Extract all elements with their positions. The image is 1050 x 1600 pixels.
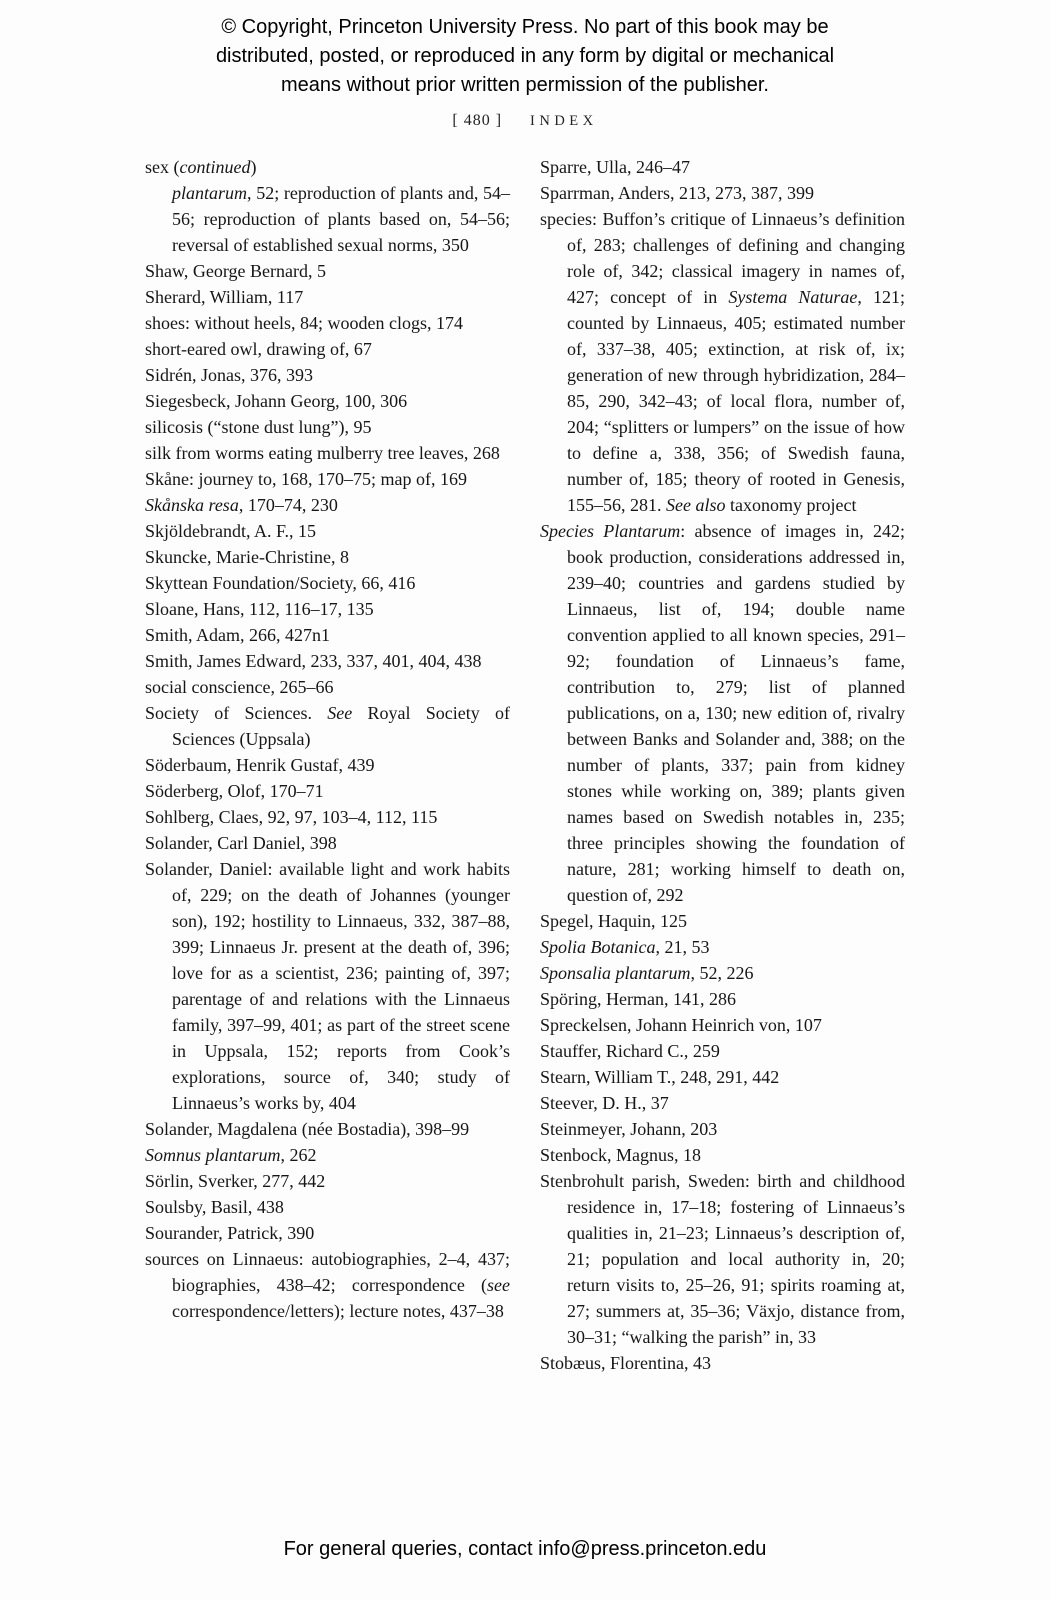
entry-text-segment: Solander, Daniel: available light and work habits of, 229; on the death of Johannes (younger son), 192; hostility to Linnaeus, 332, 387–88, 399; Linnaeus Jr. present at the death of, 396; love for as a scientist, 236; painting of, 397; parentage of and relations with the Linnaeus family, 397–99, 401; as part of the street scene in Uppsala, 152; reports from Cook’s explorations, source of, 340; study of Linnaeus’s works by, 404 (145, 859, 510, 1113)
index-entry (540, 518, 905, 908)
index-entry (145, 804, 510, 830)
entry-text-segment: Shaw, George Bernard, 5 (145, 261, 326, 281)
index-entry (540, 1090, 905, 1116)
copyright-notice (0, 0, 1050, 100)
entry-text-segment: Söderberg, Olof, 170–71 (145, 781, 324, 801)
entry-text-segment: Sparre, Ulla, 246–47 (540, 157, 690, 177)
entry-text-segment: Spreckelsen, Johann Heinrich von, 107 (540, 1015, 822, 1035)
entry-text-segment: : absence of images in, 242; book production, considerations addressed in, 239–40; countries and gardens studied by Linnaeus, list of, 194; double name convention applied to all known species, 291–92; foundation of Linnaeus’s fame, contribution to, 279; list of planned publications, on a, 130; new edition of, rivalry between Banks and Solander and, 388; on the number of plants, 337; pain from kidney stones while working on, 389; plants given names based on Swedish notables in, 235; three principles showing the foundation of nature, 281; working himself to death on, question of, 292 (567, 521, 905, 905)
index-entry (145, 388, 510, 414)
entry-text-segment: social conscience, 265–66 (145, 677, 334, 697)
entry-text-segment: silicosis (“stone dust lung”), 95 (145, 417, 372, 437)
entry-italic-segment: Species Plantarum (540, 521, 681, 541)
index-entry (145, 778, 510, 804)
index-entry (145, 856, 510, 1116)
entry-italic-segment: see (487, 1275, 510, 1295)
index-entry (540, 908, 905, 934)
entry-text-segment: Sourander, Patrick, 390 (145, 1223, 315, 1243)
index-column-right (540, 154, 905, 1376)
entry-text-segment: , 121; counted by Linnaeus, 405; estimated number of, 337–38, 405; extinction, at risk of, ix; generation of new through hybridization, 284–85, 290, 342–43; of local flora, number of, 204; “splitters or lumpers” on the issue of how to define a, 338, 356; of Swedish fauna, number of, 185; theory of rooted in Genesis, 155–56, 281. (567, 287, 905, 515)
entry-text-segment: ) (250, 157, 257, 177)
entry-text-segment: Stearn, William T., 248, 291, 442 (540, 1067, 780, 1087)
index-title: INDEX (530, 113, 598, 129)
entry-text-segment: Smith, James Edward, 233, 337, 401, 404, 438 (145, 651, 482, 671)
copyright-line: © Copyright, Princeton University Press. No part of this book may be (221, 16, 829, 38)
index-entry (540, 1142, 905, 1168)
entry-text-segment: silk from worms eating mulberry tree leaves, 268 (145, 443, 500, 463)
index-entry (145, 492, 510, 518)
footer-contact: For general queries, contact info@press.princeton.edu (283, 1538, 767, 1560)
entry-text-segment: correspondence/letters); lecture notes, 437–38 (172, 1301, 504, 1321)
entry-italic-segment: Spolia Botanica (540, 937, 656, 957)
entry-text-segment: Siegesbeck, Johann Georg, 100, 306 (145, 391, 408, 411)
index-entry (145, 336, 510, 362)
index-entry (145, 570, 510, 596)
copyright-line: means without prior written permission of the publisher. (280, 74, 769, 96)
index-entry (540, 986, 905, 1012)
index-entry (145, 180, 510, 258)
entry-text-segment: Sidrén, Jonas, 376, 393 (145, 365, 313, 385)
entry-text-segment: Sloane, Hans, 112, 116–17, 135 (145, 599, 374, 619)
index-entry (145, 1220, 510, 1246)
entry-text-segment: Solander, Magdalena (née Bostadia), 398–99 (145, 1119, 470, 1139)
entry-text-segment: Soulsby, Basil, 438 (145, 1197, 284, 1217)
copyright-line: distributed, posted, or reproduced in any form by digital or mechanical (215, 45, 835, 67)
entry-text-segment: Stenbrohult parish, Sweden: birth and childhood residence in, 17–18; fostering of Linnaeus’s qualities in, 21–23; Linnaeus’s description of, 21; population and local authority in, 20; return visits to, 25–26, 91; spirits roaming at, 27; summers at, 35–36; Växjo, distance from, 30–31; “walking the parish” in, 33 (540, 1171, 905, 1347)
entry-italic-segment: Sponsalia plantarum (540, 963, 691, 983)
index-entry (145, 258, 510, 284)
entry-text-segment: species: Buffon’s critique of Linnaeus’s definition of, 283; challenges of defining and changing role of, 342; classical imagery in names of, 427; concept of in (540, 209, 905, 307)
entry-text-segment: Society of Sciences. (145, 703, 328, 723)
index-entry (145, 1194, 510, 1220)
entry-text-segment: , 52; reproduction of plants and, 54–56; reproduction of plants based on, 54–56; reversal of established sexual norms, 350 (172, 183, 510, 255)
index-entry (540, 1350, 905, 1376)
entry-text-segment: , 21, 53 (655, 937, 710, 957)
index-entry (145, 362, 510, 388)
index-column-left (145, 154, 510, 1376)
entry-text-segment: , 170–74, 230 (238, 495, 338, 515)
entry-text-segment: Söderbaum, Henrik Gustaf, 439 (145, 755, 375, 775)
index-entry (145, 1246, 510, 1324)
index-entry (540, 960, 905, 986)
index-entry (145, 518, 510, 544)
entry-italic-segment: plantarum (172, 183, 248, 203)
entry-text-segment: Steinmeyer, Johann, 203 (540, 1119, 718, 1139)
index-entry (145, 284, 510, 310)
entry-text-segment: Solander, Carl Daniel, 398 (145, 833, 337, 853)
entry-text-segment: Sörlin, Sverker, 277, 442 (145, 1171, 326, 1191)
index-entry (540, 154, 905, 180)
index-entry (540, 180, 905, 206)
index-columns (145, 154, 905, 1376)
index-entry (540, 1168, 905, 1350)
entry-text-segment: Stobæus, Florentina, 43 (540, 1353, 712, 1373)
index-entry (145, 154, 510, 180)
entry-text-segment: Sherard, William, 117 (145, 287, 304, 307)
entry-text-segment: Skuncke, Marie-Christine, 8 (145, 547, 349, 567)
index-entry (145, 414, 510, 440)
page-number: [ 480 ] (452, 112, 503, 129)
index-entry (145, 622, 510, 648)
entry-text-segment: sources on Linnaeus: autobiographies, 2–4, 437; biographies, 438–42; correspondence ( (145, 1249, 510, 1295)
index-entry (145, 830, 510, 856)
index-entry (540, 1038, 905, 1064)
entry-italic-segment: continued (179, 157, 251, 177)
index-entry (145, 466, 510, 492)
index-entry (145, 752, 510, 778)
entry-text-segment: , 262 (280, 1145, 317, 1165)
index-entry (540, 1116, 905, 1142)
index-entry (540, 934, 905, 960)
index-entry (145, 1142, 510, 1168)
index-entry (540, 1012, 905, 1038)
entry-text-segment: sex ( (145, 157, 180, 177)
index-entry (145, 1168, 510, 1194)
entry-italic-segment: Somnus plantarum (145, 1145, 281, 1165)
entry-italic-segment: Systema Naturae (728, 287, 858, 307)
entry-italic-segment: See (327, 703, 353, 723)
index-entry (540, 206, 905, 518)
entry-text-segment: Smith, Adam, 266, 427n1 (145, 625, 331, 645)
entry-text-segment: Sohlberg, Claes, 92, 97, 103–4, 112, 115 (145, 807, 438, 827)
index-entry (145, 544, 510, 570)
entry-text-segment: Stenbock, Magnus, 18 (540, 1145, 701, 1165)
index-entry (145, 310, 510, 336)
page-header (0, 112, 1050, 130)
index-entry (145, 674, 510, 700)
entry-text-segment: Spegel, Haquin, 125 (540, 911, 687, 931)
entry-text-segment: Skåne: journey to, 168, 170–75; map of, 169 (145, 469, 467, 489)
entry-text-segment: Spöring, Herman, 141, 286 (540, 989, 736, 1009)
entry-text-segment: taxonomy project (725, 495, 857, 515)
entry-text-segment: shoes: without heels, 84; wooden clogs, 174 (145, 313, 463, 333)
entry-text-segment: Steever, D. H., 37 (540, 1093, 669, 1113)
entry-text-segment: Skyttean Foundation/Society, 66, 416 (145, 573, 416, 593)
index-entry (145, 648, 510, 674)
entry-text-segment: , 52, 226 (690, 963, 754, 983)
entry-italic-segment: See also (666, 495, 726, 515)
index-entry (145, 1116, 510, 1142)
index-entry (145, 700, 510, 752)
entry-text-segment: Skjöldebrandt, A. F., 15 (145, 521, 317, 541)
entry-text-segment: Royal Society of Sciences (Uppsala) (172, 703, 510, 749)
entry-text-segment: Sparrman, Anders, 213, 273, 387, 399 (540, 183, 814, 203)
entry-text-segment: Stauffer, Richard C., 259 (540, 1041, 720, 1061)
entry-italic-segment: Skånska resa (145, 495, 239, 515)
entry-text-segment: short-eared owl, drawing of, 67 (145, 339, 372, 359)
index-entry (540, 1064, 905, 1090)
index-entry (145, 440, 510, 466)
index-entry (145, 596, 510, 622)
